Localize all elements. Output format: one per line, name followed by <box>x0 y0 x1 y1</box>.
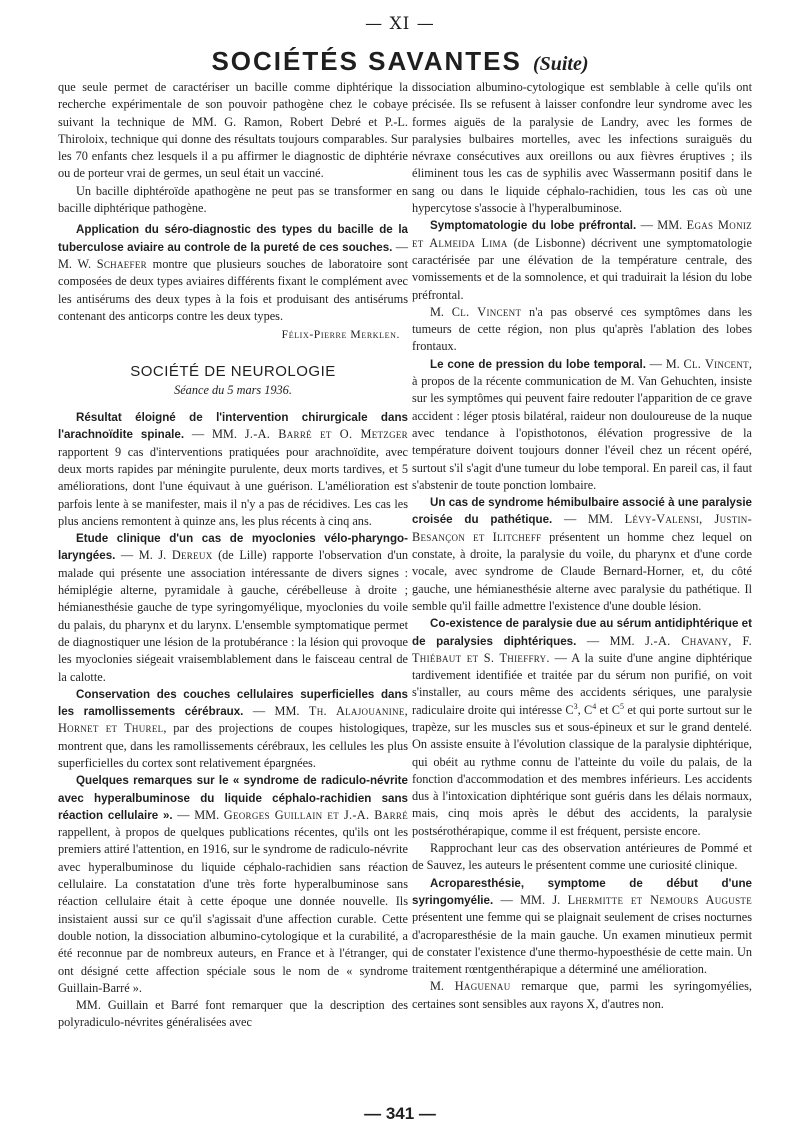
article-paragraph <box>58 530 408 686</box>
article-paragraph <box>412 217 752 303</box>
article-paragraph <box>58 409 408 530</box>
article-text: remarque que, parmi les syringomyélies, certaines sont sensibles aux rayons X, d'autres non. <box>412 979 752 1011</box>
author-name: Haguenau <box>454 979 511 994</box>
author-name: Schaefer <box>96 256 147 271</box>
article-paragraph <box>412 615 752 840</box>
dash: — M. W. <box>58 239 408 271</box>
journal-header <box>0 46 800 77</box>
article-text: (de Lisbonne) décrivent une symptomatologie caractérisée par une élévation de la température centrale, des vomissements et de la somnolence, et qui traduirait la lésion du lobe préfrontal. <box>412 235 752 302</box>
signature: Félix-Pierre Merklen. <box>281 328 400 342</box>
article-heading: Symptomatologie du lobe préfrontal. <box>430 219 637 233</box>
article-text: et C <box>596 702 620 717</box>
article-text: présentent un homme chez lequel on constate, à droite, la paralysie du voile, du pharynx et d'une corde vocale, avec syndrome de Claude Bernard-Horner, et, du côté gauche, une hémianesthésie alterne avec paralysie du pathétique. Il semble qu'il faille admettre l'existence d'une double lésion. <box>412 529 753 613</box>
article-text: présentent une femme qui se plaignait seulement de crises nocturnes d'acroparesthésie de la main gauche. Un examen minutieux permit de constater l'existence d'une thermo-hypoesthésie de cette main. Un traitement rœntgenthérapique a déterminé une amélioration. <box>412 910 752 977</box>
dash: — MM. <box>172 807 224 822</box>
article-paragraph <box>412 978 752 1013</box>
article-heading: Acroparesthésie, symptome de début d'une syringomyélie. <box>412 876 752 907</box>
author-names: Lhermitte et Nemours Auguste <box>567 892 752 907</box>
dash: — M. J. <box>115 548 172 563</box>
article-text: n'a pas observé ces symptômes dans les tumeurs de cette région, non plus qu'après l'ablation des lobes frontaux. <box>412 304 752 354</box>
article-heading: Quelques remarques sur le « syndrome de radiculo-névrite avec hyperalbuminose du liquide céphalo-rachidien sans réaction cellulaire ». <box>58 774 408 822</box>
prefix: M. <box>430 304 452 319</box>
article-paragraph <box>58 772 408 997</box>
article-text: , par des projections de coupes histologiques, montrent que, dans les ramollissements cérébraux, les cellules les plus superficielles du cortex sont relativement épargnées. <box>58 721 409 770</box>
article-heading: Résultat éloigné de l'intervention chirurgicale dans l'arachnoïdite spinale. <box>58 411 408 442</box>
page-number: — 341 — <box>364 1104 436 1123</box>
author-names: J.-A. Barré et O. Metzger <box>244 427 408 442</box>
article-paragraph <box>58 686 408 772</box>
article-paragraph <box>412 494 752 615</box>
article-paragraph <box>412 304 752 356</box>
author-names: Egas Moniz et Almeida Lima <box>412 218 752 250</box>
dash: — MM. <box>576 633 646 648</box>
dash: — M. <box>645 356 684 371</box>
paragraph: MM. Guillain et Barré font remarquer que la description des polyradiculo-névrites généralisées avec <box>58 998 408 1030</box>
article-paragraph <box>412 875 752 979</box>
section-title: SOCIÉTÉS SAVANTES <box>211 46 522 76</box>
article-text: . — A la suite d'une angine diphtérique tardivement identifiée et traitée par du sérum non purifié, on voit s'installer, au cours même des accidents sériques, une paralysie radiculaire droite qui intéresse C <box>412 650 752 717</box>
paragraph: dissociation albumino-cytologique est semblable à celle qu'ils ont précisée. Ils se refusent à laisser confondre leur syndrome avec les formes aiguës de la paralysie de Landry, avec les formes de paralysies bulbaires mortelles, avec les infections suraiguës du névraxe consécutives aux oreillons ou aux fièvres éruptives ; ils éliminent tous les cas de syphilis avec Wassermann positif dans le sang ou dans le liquide céphalo-rachidien, tous les cas où une hypercytose s'associe à l'hyperalbuminose. <box>412 80 752 216</box>
left-column <box>58 79 408 1032</box>
article-text: rapportent 9 cas d'interventions pratiquées pour arachnoïdite, avec deux morts rapides par méningite purulente, deux morts tardives, et 5 améliorations, dont l'une équivaut à une guérison. L'amélioration est parfois lente à se manifester, mais il n'y a pas de récidives. Les cas les plus anciens remontent à quinze ans, les plus récents à cinq ans. <box>58 444 408 528</box>
article-heading: Application du séro-diagnostic des types du bacille de la tuberculose aviaire au controle de la pureté de ces souches. <box>58 223 408 254</box>
article-text: , à propos de la récente communication de M. Van Gehuchten, insiste sur les symptômes qui peuvent faire redouter l'apparition de ce grave accident : léger ptosis bilatéral, raideur non douloureuse de la nuque avec tendance à l'opisthotonos, élévation progressive de la température doivent toujours donner l'éveil chez un récent opéré, surtout s'il s'agit d'une tumeur du lobe temporal. En pareil cas, il faut s'abstenir de toute ponction lombaire. <box>412 356 752 492</box>
article-text: (de Lille) rapporte l'observation d'un malade qui présente une association intéressante de divers signes : hémiplégie alterne, pyramidale à gauche, cérébelleuse à droite ; hémianesthésie gauche de type syringomyélique, myoclonies du voile du palais, du pharynx et du larynx. L'ensemble symptomatique permet de diagnostiquer une lésion de la protubérance : la lésion qui provoque les myoclonies siégeait vraisemblablement dans le faisceau central de la calotte. <box>58 548 408 684</box>
dash: — MM. <box>243 704 309 719</box>
author-names: Th. Alajouanine, Hornet et Thurel <box>58 704 408 736</box>
article-heading: Le cone de pression du lobe temporal. <box>430 357 646 371</box>
article-heading: Conservation des couches cellulaires superficielles dans les ramollissements cérébraux. <box>58 687 408 719</box>
author-names: Georges Guillain et J.-A. Barré <box>223 807 408 822</box>
paragraph: Un bacille diphtéroïde apathogène ne peut pas se transformer en bacille diphtérique pathogène. <box>58 183 408 216</box>
author-names: J.-A. Chavany, F. Thiébaut et S. Thieffry <box>412 633 752 665</box>
dash: — MM. <box>552 512 625 527</box>
author-name: Dereux <box>171 548 213 563</box>
author-names: Lévy-Valensi, Justin-Besançon et Ilitcheff <box>412 512 752 544</box>
article-text: , C <box>577 702 593 717</box>
author-name: Cl. Vincent <box>683 356 749 371</box>
superscript: 4 <box>592 701 597 711</box>
article-heading: Co-existence de paralysie due au sérum antidiphtérique et de paralysies diphtériques. <box>412 617 752 648</box>
article-text: et qui porte surtout sur le trapèze, sur les muscles sus et sous-épineux et sur le grand dentelé. On assiste ensuite à l'évolution classique de la paralysie diphtérique, qui obéit au rythme connu de l'atteinte du voile du palais, de la fonction d'accommodation et des membres inférieurs. Les accidents dus à l'intoxication diphtérique sont guéris dans les délais normaux, mais, cinq mois après le début des accidents, la paralysie postsérothérapique, comme il est fréquent, persiste encore. <box>412 702 752 838</box>
paragraph: Rapprochant leur cas des observation antérieures de Pommé et de Sauvez, les auteurs le présentent comme une curiosité clinique. <box>412 841 752 873</box>
superscript: 3 <box>573 701 578 711</box>
session-date: Séance du 5 mars 1936. <box>174 382 292 397</box>
author-name: Cl. Vincent <box>451 304 522 319</box>
dash: — MM. <box>636 218 687 233</box>
dash: — MM. <box>184 427 245 442</box>
section-suite: (Suite) <box>532 53 589 75</box>
article-paragraph <box>58 221 408 325</box>
article-heading: Etude clinique d'un cas de myoclonies vélo-pharyngo-laryngées. <box>58 532 408 563</box>
prefix: M. <box>430 979 455 994</box>
dash: — MM. J. <box>493 892 568 907</box>
society-title: SOCIÉTÉ DE NEUROLOGIE <box>130 363 336 381</box>
right-column <box>412 79 752 1013</box>
article-text: montre que plusieurs souches de laboratoire sont composées de deux types aviaires différents fixant le complément avec les antisérums des deux types à la fois et produisant des antisérums contenant des anticorps contre les deux types. <box>58 256 408 323</box>
paragraph: que seule permet de caractériser un bacille comme diphtérique la recherche expérimentale de son pouvoir pathogène chez le cobaye suivant la technique de MM. G. Ramon, Robert Debré et P.-L. Thiroloix, technique qui donne des résultats toujours comparables. Sur les 70 enfants chez lesquels il a pu affirmer le diagnostic de diphtérie ou de porteur vrai de germes, un seul était un vacciné. <box>58 80 408 181</box>
superscript: 5 <box>619 701 624 711</box>
roman-page-number: — XI — <box>365 14 435 34</box>
article-paragraph <box>412 356 752 494</box>
article-heading: Un cas de syndrome hémibulbaire associé à une paralysie croisée du pathétique. <box>412 496 752 527</box>
article-text: rappellent, à propos de quelques publications récentes, qu'ils ont les premiers attiré l'attention, en 1916, sur le syndrome de radiculo-névrite avec hyperalbuminose du liquide céphalo-rachidien sans réaction cellulaire. La constatation d'une très forte hyperalbuminose sans réaction cellulaire était à cette époque une donnée nouvelle. Ils insistaient aussi sur ce qu'il s'agissait d'une affection curable. Cette double notion, la dissociation albumino-cytologique et la curabilité, a été reconnue par de nombreux auteurs, en France et à l'étranger, qui ont désigné cette affection spéciale sous le nom de « syndrome Guillain-Barré ». <box>58 825 408 995</box>
